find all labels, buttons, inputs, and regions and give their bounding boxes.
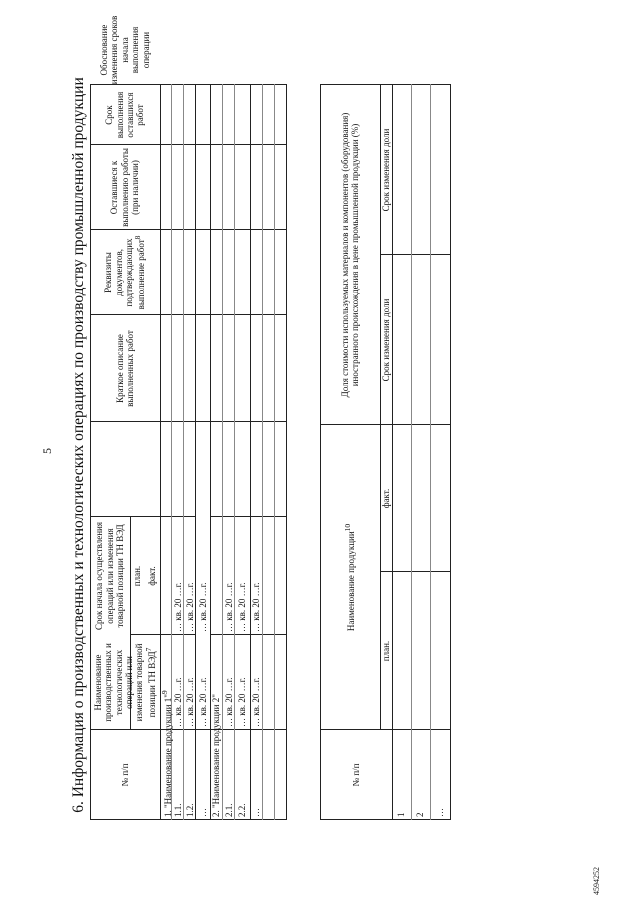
group-label [212,694,221,817]
row-num: … [251,808,261,817]
row-fact: … кв. 20 …г. [185,582,195,632]
row-fact: … кв. 20 …г. [237,582,247,632]
row-plan: … кв. 20 …г. [198,677,208,727]
row-fact: … кв. 20 …г. [251,582,261,632]
col-header-documents [90,230,160,315]
row-num: 1.1. [173,803,183,817]
row-num: … [198,808,208,817]
group-2-label: 2. "Наименование продукции 2" [211,694,221,817]
footnote-9: 9 [160,690,169,695]
col-header-fact: факт. [380,488,391,509]
col-header-product-name [320,425,380,730]
col-header-reason: Обоснование изменения сроков начала выполнения операции [99,15,151,85]
row-plan: … кв. 20 …г. [185,677,195,727]
row-plan: … кв. 20 …г. [224,677,234,727]
col-header-fact: факт. [147,566,158,586]
row-num: 2.1. [224,803,234,817]
row-plan: … кв. 20 …г. [173,677,183,727]
row-fact: … кв. 20 …г. [198,582,208,632]
footnote-7: 7 [143,647,153,652]
page-number: 5 [40,448,54,454]
section-title: 6. Информация о производственных и технологических операциях по производству промышленной продукции [70,77,87,813]
col-header-term-2: Срок изменения доли [380,128,391,212]
col-header-name-text: Наименование производственных и технологических операций или изменения товарной позиции ТН ВЭД [92,643,157,722]
row-plan: … кв. 20 …г. [251,677,261,727]
footnote-10: 10 [342,523,352,532]
group-label [161,690,173,817]
row-num: 2.2. [237,803,247,817]
col-header-description: Краткое описание выполненных работ [114,330,135,407]
row-fact: … кв. 20 …г. [224,582,234,632]
group-1-label: 1. "Наименование продукции 1" [163,694,173,817]
document-id: 4594252 [592,867,601,895]
col-header-num: № п/п [119,763,130,787]
footnote-8: 8 [133,235,143,240]
col-header-num: № п/п [350,763,361,787]
col-header-product-name-text: Наименование продукции [345,531,356,632]
row-fact: … кв. 20 …г. [173,582,183,632]
col-header-name [90,635,160,730]
row-plan: … кв. 20 …г. [237,677,247,727]
col-header-plan: план. [132,565,143,587]
col-header-term: Срок начала осуществления операций или изменения товарной позиции ТН ВЭД [94,522,126,630]
col-header-foreign-share: Доля стоимости используемых материалов и компонентов (оборудования) иностранного происхождения в цене промышленной продукции (%) [339,112,360,398]
row-num: … [435,808,445,817]
col-header-remaining: Оставшиеся к выполнению работы (при наличии) [109,148,141,227]
col-header-term: Срок изменения доли [380,298,391,382]
col-header-documents-text: Реквизиты документов, подтверждающих выполнение работ [103,238,147,310]
row-num: 1 [396,812,406,817]
row-num: 2 [415,812,425,817]
col-header-plan: план. [380,640,391,662]
row-num: 1.2. [185,803,195,817]
col-header-deadline: Срок выполнения оставшихся работ [104,91,146,139]
